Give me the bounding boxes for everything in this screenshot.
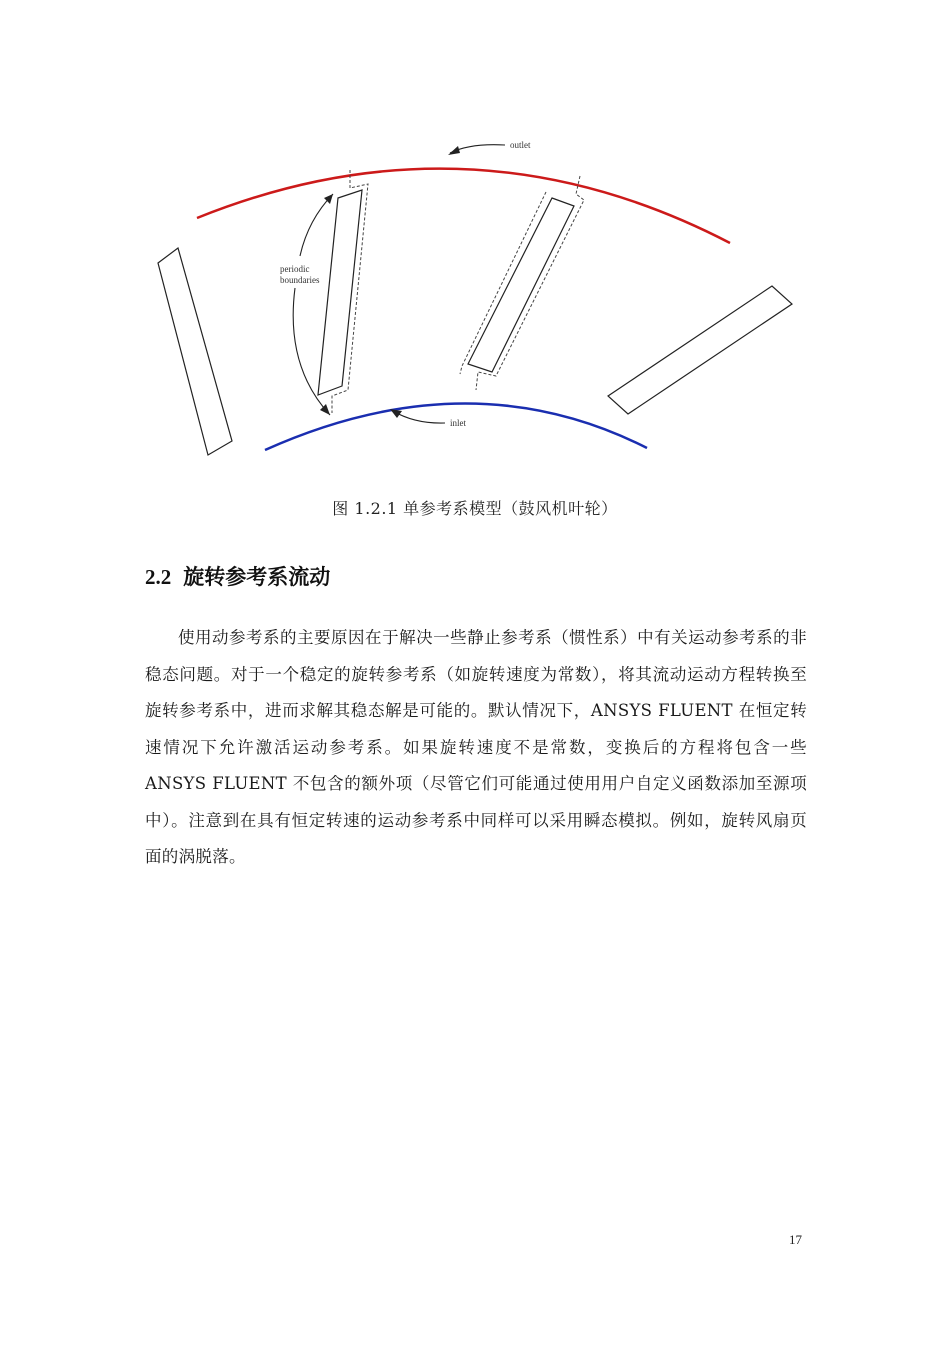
periodic-boundary-dashed-3 xyxy=(476,176,584,390)
impeller-diagram xyxy=(140,128,820,468)
section-number: 2.2 xyxy=(145,565,172,589)
impeller-figure xyxy=(140,128,820,468)
blade-second xyxy=(318,190,362,395)
blade-third xyxy=(468,198,574,372)
periodic-label-line1: periodic xyxy=(280,264,310,274)
periodic-arrow-bottom xyxy=(293,288,330,415)
inlet-arrowhead xyxy=(390,409,402,418)
periodic-arrow-top xyxy=(300,194,333,256)
body-paragraph: 使用动参考系的主要原因在于解决一些静止参考系（惯性系）中有关运动参考系的非稳态问题。对于一个稳定的旋转参考系（如旋转速度为常数），将其流动运动方程转换至旋转参考系中，进而求解其稳态解是可能的。默认情况下，ANSYS FLUENT 在恒定转速情况下允许激活运动参考系。如果旋转速度不是常数，变换后的方程将包含一些 ANSYS FLUENT 不包含的额外项（尽管它们可能通过使用用户自定义函数添加至源项中）。注意到在具有恒定转速的运动参考系中同样可以采用瞬态模拟。例如，旋转风扇页面的涡脱落。 xyxy=(145,628,807,866)
figure-caption: 图 1.2.1 单参考系模型（鼓风机叶轮） xyxy=(332,499,618,518)
periodic-label-line2: boundaries xyxy=(280,275,320,285)
inlet-label: inlet xyxy=(450,418,466,428)
section-heading xyxy=(145,561,330,591)
outlet-label: outlet xyxy=(510,140,531,150)
outlet-curve xyxy=(197,169,730,243)
section-title-text: 旋转参考系流动 xyxy=(183,564,331,589)
outlet-arrowhead xyxy=(448,146,460,155)
page-number: 17 xyxy=(789,1232,802,1247)
blade-right xyxy=(608,286,792,414)
blade-left xyxy=(158,248,232,455)
periodic-boundary-dashed-3b xyxy=(460,192,546,374)
inlet-pointer xyxy=(393,411,445,423)
